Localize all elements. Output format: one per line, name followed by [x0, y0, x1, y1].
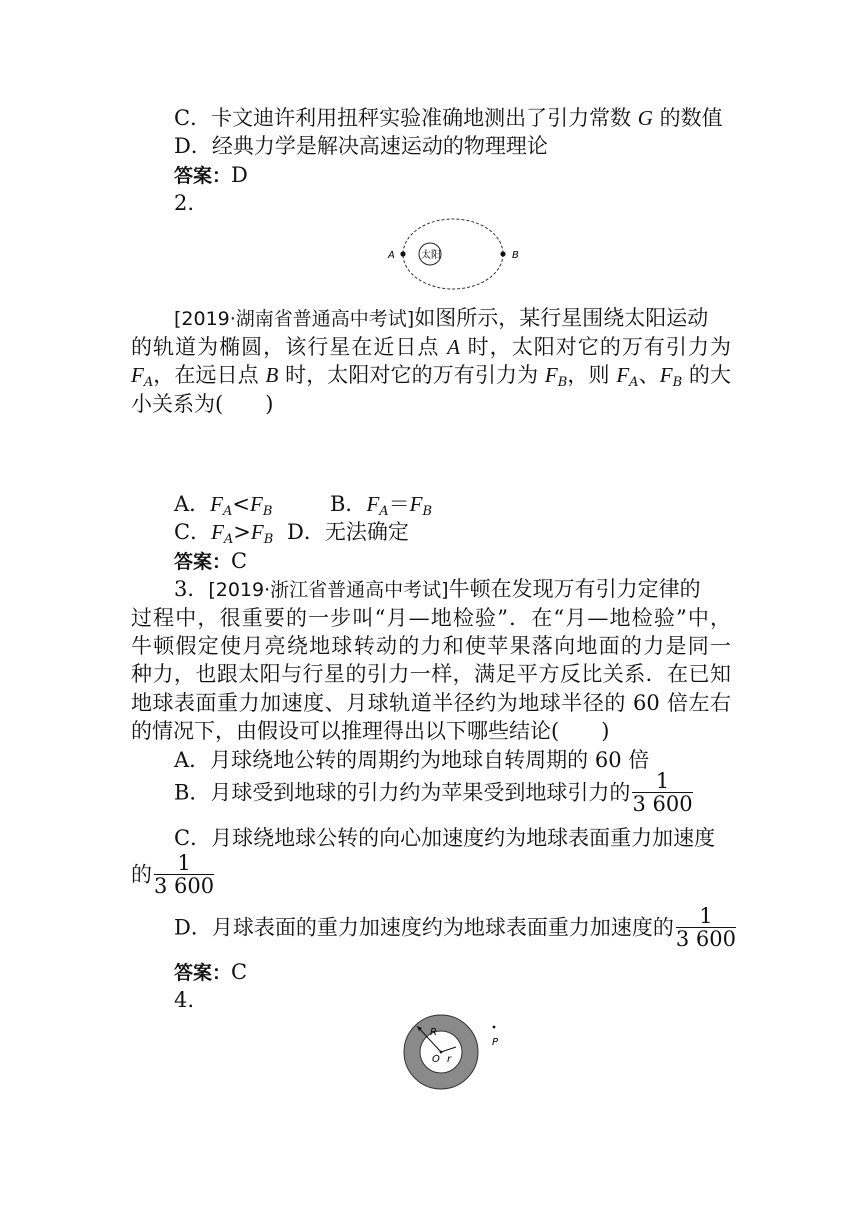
fraction: $\frac{1}{3 600}$: [154, 851, 215, 898]
orbit-label-b: B: [512, 250, 519, 261]
q1-answer: 答案：D: [174, 163, 248, 187]
q4-number: 4.: [174, 988, 195, 1012]
q3-stem-line-3: 牛顿假定使月亮绕地球转动的力和使苹果落向地面的力是同一: [131, 634, 731, 658]
q3-option-a: A．月球绕地公转的周期约为地球自转周期的 60 倍: [174, 748, 650, 772]
q4-sphere-figure: [400, 1012, 520, 1092]
orbit-label-a: A: [388, 250, 395, 261]
q2-stem-line-1: [2019·湖南省普通高中考试]如图所示，某行星围绕太阳运动: [174, 306, 709, 330]
q1-option-c: C．卡文迪许利用扭秤实验准确地测出了引力常数 G 的数值: [174, 106, 723, 130]
q2-stem-line-3: $F_A$，在远日点 B 时，太阳对它的万有引力为 $F_B$，则 $F_A$、$F_B$ 的大: [131, 363, 731, 390]
q2-orbit-figure: [384, 213, 524, 295]
label-p: P: [492, 1037, 499, 1048]
q3-stem-line-1: 3．[2019·浙江省普通高中考试]牛顿在发现万有引力定律的: [174, 577, 701, 601]
q3-option-c-line-2: 的 $\frac{1}{3 600}$: [131, 851, 215, 898]
label-r-outer: R: [430, 1027, 437, 1038]
q2-stem-line-4: 小关系为( ): [131, 392, 274, 416]
q2-option-a: A．$F_A<F_B$: [174, 492, 273, 519]
fraction: $\frac{1}{3 600}$: [675, 904, 736, 951]
q3-stem-line-2: 过程中，很重要的一步叫“月—地检验”．在“月—地检验”中，: [131, 606, 731, 630]
q2-option-b: B．$F_A=F_B$: [330, 492, 433, 519]
fraction: $\frac{1}{3 600}$: [632, 769, 693, 816]
label-o: O: [432, 1054, 440, 1065]
q3-answer: 答案：C: [174, 960, 248, 984]
q1-option-d: D．经典力学是解决高速运动的物理理论: [174, 134, 548, 158]
q2-option-d: D．无法确定: [287, 520, 409, 544]
q2-answer: 答案：C: [174, 549, 248, 573]
q3-stem-line-4: 种力，也跟太阳与行星的引力一样，满足平方反比关系．在已知: [131, 662, 731, 686]
q2-option-c: C．$F_A>F_B$: [174, 520, 274, 547]
q3-stem-line-5: 地球表面重力加速度、月球轨道半径约为地球半径的 60 倍左右: [131, 691, 731, 715]
q3-option-c-line-1: C．月球绕地球公转的向心加速度约为地球表面重力加速度: [174, 826, 716, 850]
q3-stem-line-6: 的情况下，由假设可以推理得出以下哪些结论( ): [131, 719, 610, 743]
q2-number: 2.: [174, 191, 195, 215]
q3-option-b: B．月球受到地球的引力约为苹果受到地球引力的 $\frac{1}{3 600}$: [174, 769, 693, 816]
q3-option-d: D．月球表面的重力加速度约为地球表面重力加速度的 $\frac{1}{3 600}$: [174, 904, 736, 951]
sun-label: 太阳: [421, 250, 441, 261]
q2-stem-line-2: 的轨道为椭圆，该行星在近日点 A 时，太阳对它的万有引力为: [131, 335, 731, 359]
label-r-inner: r: [447, 1054, 452, 1065]
